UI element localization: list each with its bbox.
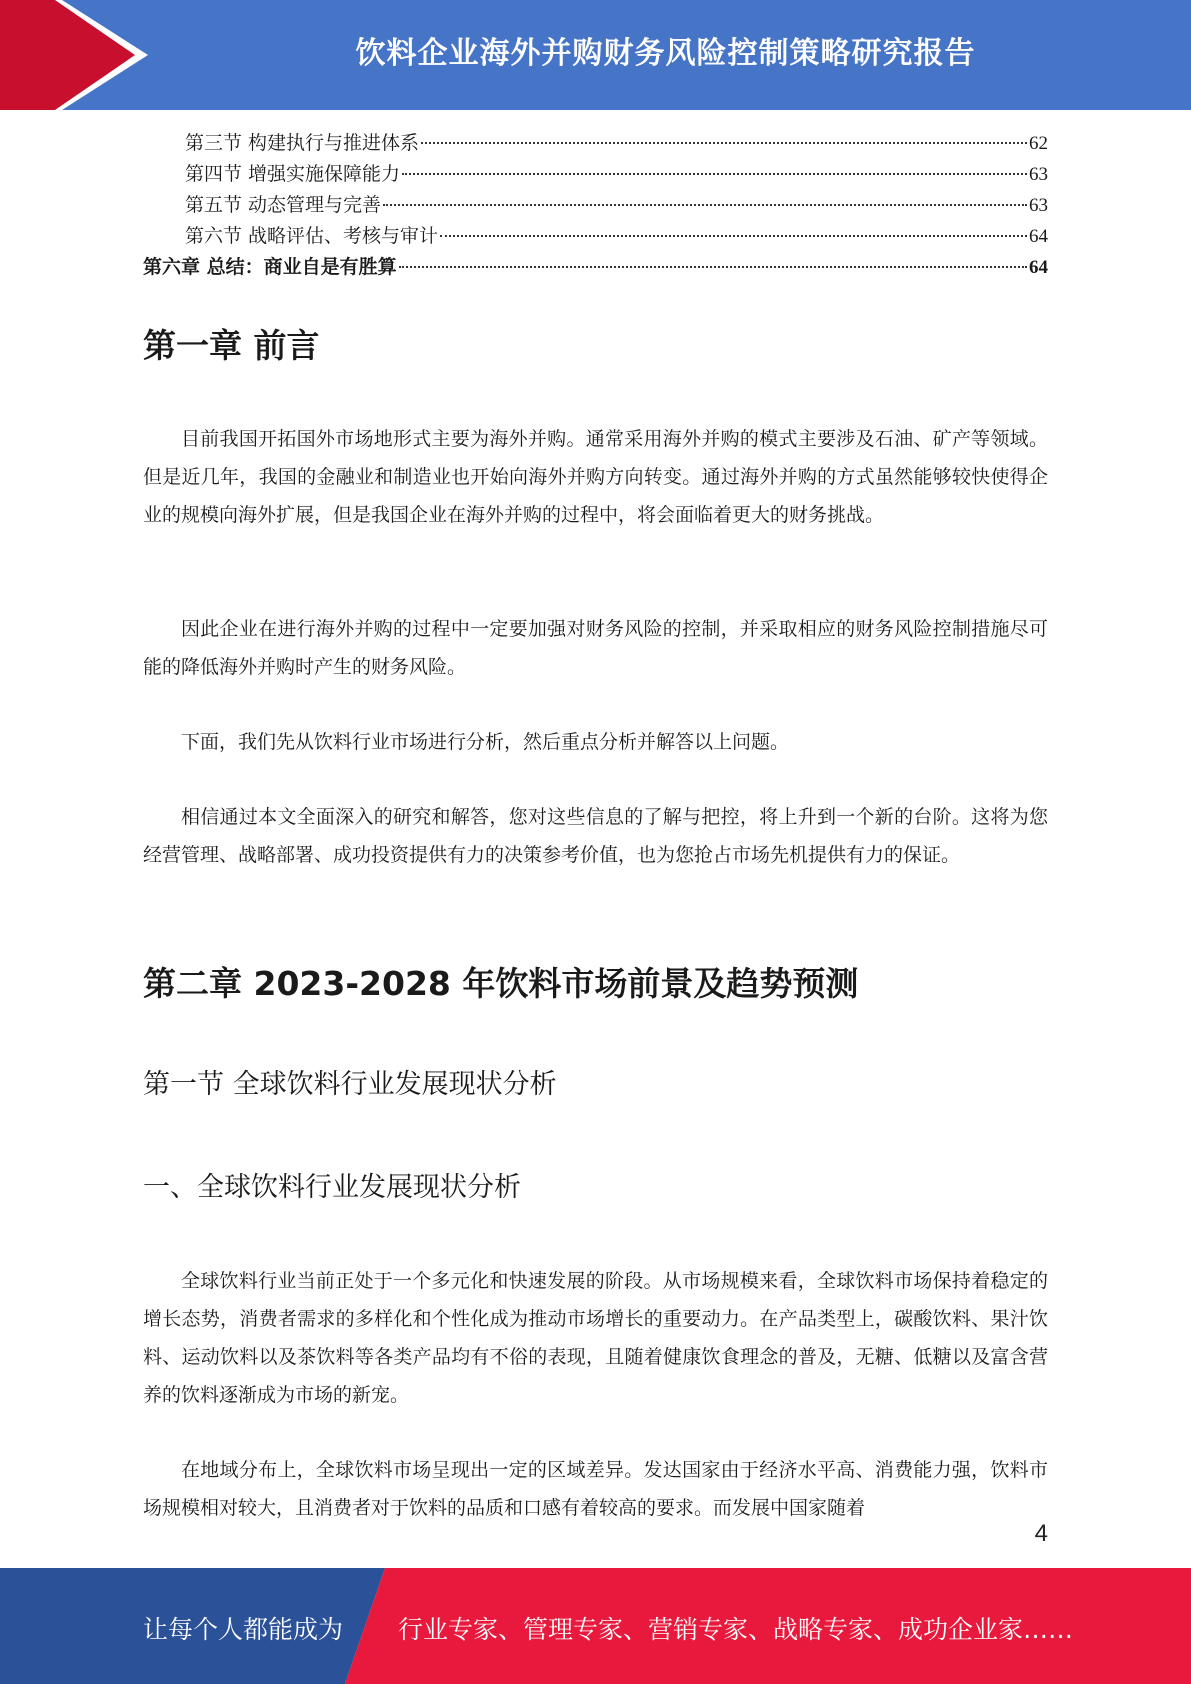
section-heading: 第一节 全球饮料行业发展现状分析: [143, 1069, 557, 1100]
paragraph: 目前我国开拓国外市场地形式主要为海外并购。通常采用海外并购的模式主要涉及石油、矿产等领域。但是近几年，我国的金融业和制造业也开始向海外并购方向转变。通过海外并购的方式虽然能够较快使得企业的规模向海外扩展，但是我国企业在海外并购的过程中，将会面临着更大的财务挑战。: [143, 428, 1048, 526]
toc-entry-page: 63: [1029, 195, 1048, 216]
chapter-1-heading: 第一章 前言: [143, 326, 320, 365]
toc-entry-page: 64: [1029, 257, 1048, 278]
toc-leader-dots: [402, 173, 1027, 175]
toc-entry-label: 第三节 构建执行与推进体系: [185, 132, 420, 154]
paragraph: 下面，我们先从饮料行业市场进行分析，然后重点分析并解答以上问题。: [181, 731, 790, 753]
toc-entry-label: 第五节 动态管理与完善: [185, 194, 382, 216]
toc-entry-page: 64: [1029, 226, 1048, 247]
toc-entry[interactable]: [143, 128, 1048, 159]
footer-slogan-right: 行业专家、管理专家、营销专家、战略专家、成功企业家……: [398, 1615, 1074, 1644]
toc-entry[interactable]: [143, 159, 1048, 190]
toc-leader-dots: [421, 142, 1027, 144]
table-of-contents: [143, 128, 1048, 283]
toc-entry-page: 63: [1029, 164, 1048, 185]
toc-entry-label: 第四节 增强实施保障能力: [185, 163, 401, 185]
toc-entry-label: 第六节 战略评估、考核与审计: [185, 225, 439, 247]
toc-chapter-entry[interactable]: [143, 252, 1048, 283]
paragraph: 相信通过本文全面深入的研究和解答，您对这些信息的了解与把控，将上升到一个新的台阶。这将为您经营管理、战略部署、成功投资提供有力的决策参考价值，也为您抢占市场先机提供有力的保证。: [143, 806, 1048, 866]
page-footer: [0, 1568, 1191, 1684]
toc-entry[interactable]: [143, 190, 1048, 221]
toc-entry[interactable]: [143, 221, 1048, 252]
chapter-2-heading: 第二章 2023-2028 年饮料市场前景及趋势预测: [143, 964, 859, 1003]
toc-entry-page: 62: [1029, 133, 1048, 154]
toc-leader-dots: [383, 204, 1027, 206]
footer-slogan-left: 让每个人都能成为: [143, 1615, 344, 1644]
toc-entry-label: 第六章 总结：商业自是有胜算: [143, 256, 397, 278]
page-number: 4: [1034, 1520, 1048, 1547]
paragraph: 因此企业在进行海外并购的过程中一定要加强对财务风险的控制，并采取相应的财务风险控制措施尽可能的降低海外并购时产生的财务风险。: [143, 618, 1048, 678]
subsection-heading: 一、全球饮料行业发展现状分析: [143, 1172, 521, 1203]
toc-leader-dots: [440, 235, 1027, 237]
paragraph: 在地域分布上，全球饮料市场呈现出一定的区域差异。发达国家由于经济水平高、消费能力强，饮料市场规模相对较大，且消费者对于饮料的品质和口感有着较高的要求。而发展中国家随着: [143, 1459, 1048, 1519]
report-title: 饮料企业海外并购财务风险控制策略研究报告: [355, 36, 976, 71]
page-header: [0, 0, 1191, 110]
toc-leader-dots: [399, 266, 1027, 268]
paragraph: 全球饮料行业当前正处于一个多元化和快速发展的阶段。从市场规模来看，全球饮料市场保持着稳定的增长态势，消费者需求的多样化和个性化成为推动市场增长的重要动力。在产品类型上，碳酸饮料、果汁饮料、运动饮料以及茶饮料等各类产品均有不俗的表现，且随着健康饮食理念的普及，无糖、低糖以及富含营养的饮料逐渐成为市场的新宠。: [143, 1270, 1048, 1406]
